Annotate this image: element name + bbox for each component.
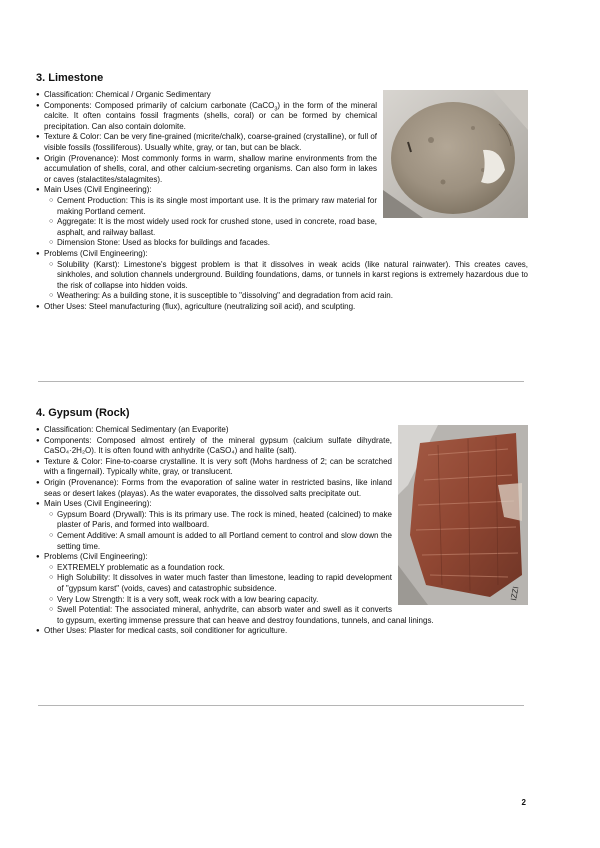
limestone-list xyxy=(36,90,528,312)
list-item: ● Main Uses (Civil Engineering): ○ Gypsum Board (Drywall): This is its primary use. The rock is mined, heated (calcined) to make plaster of Paris, and formed into wallboard. ○ Cement Additive: A small amount is added to all Portland cement to control and slow down the setting time. xyxy=(36,499,528,552)
sub-list xyxy=(49,260,528,302)
sub-list-item: ○ Weathering: As a building stone, it is susceptible to "dissolving" and degradation from acid rain. xyxy=(49,291,528,302)
sub-list-item: ○ Solubility (Karst): Limestone's biggest problem is that it dissolves in weak acids (like natural rainwater). This creates caves, sinkholes, and solution channels underground. Building foundations, dams, or tunnels in karst regions is extremely hazardous due to the risk of collapse into hidden voids. xyxy=(49,260,528,292)
sub-list xyxy=(49,196,528,249)
list-item: ● Components: Composed almost entirely of the mineral gypsum (calcium sulfate dihydrate, CaSO₄·2H₂O). It is often found with anhydrite (CaSO₄) and halite (salt). xyxy=(36,436,528,457)
section-divider xyxy=(38,381,524,382)
sub-list-item: ○ Cement Production: This is its single most important use. It is the primary raw material for making Portland cement. xyxy=(49,196,528,217)
list-item: ● Classification: Chemical / Organic Sedimentary xyxy=(36,90,528,101)
list-item: ● Problems (Civil Engineering): ○ Solubility (Karst): Limestone's biggest problem is that it dissolves in weak acids (like natural rainwater). This creates caves, sinkholes, and solution channels underground. Building foundations, dams, or tunnels in karst regions is extremely hazardous due to the risk of collapse into hidden voids. ○ Weathering: As a building stone, it is susceptible to "dissolving" and degradation from acid rain. xyxy=(36,249,528,302)
sub-list-item: ○ Cement Additive: A small amount is added to all Portland cement to control and slow down the setting time. xyxy=(49,531,528,552)
photo-label: IZZI xyxy=(509,585,521,602)
list-item: ● Origin (Provenance): Forms from the evaporation of saline water in restricted basins, like inland seas or desert lakes (playas). As the water evaporates, the dissolved salts precipitate out. xyxy=(36,478,528,499)
list-item: ● Texture & Color: Can be very fine-grained (micrite/chalk), coarse-grained (crystalline), or full of visible fossils (fossiliferous). Usually white, gray, or tan, but can be black. xyxy=(36,132,528,153)
sub-list xyxy=(49,563,528,627)
list-item: ● Other Uses: Plaster for medical casts, soil conditioner for agriculture. xyxy=(36,626,528,637)
list-item: ● Problems (Civil Engineering): ○ EXTREMELY problematic as a foundation rock. ○ High Solubility: It dissolves in water much faster than limestone, leading to rapid development of "gypsum karst" (voids, caves) and catastrophic subsidence. ○ Very Low Strength: It is a very soft, weak rock with a low bearing capacity. ○ Swell Potential: The associated mineral, anhydrite, can absorb water and swell as it converts to gypsum, exerting immense pressure that can heave and destroy foundations, tunnels, and canal linings. xyxy=(36,552,528,626)
section-gypsum xyxy=(36,407,528,637)
sub-list-item: ○ Gypsum Board (Drywall): This is its primary use. The rock is mined, heated (calcined) to make plaster of Paris, and formed into wallboard. xyxy=(49,510,528,531)
sub-list xyxy=(49,510,528,552)
list-item: ● Classification: Chemical Sedimentary (an Evaporite) xyxy=(36,425,528,436)
list-item: ● Other Uses: Steel manufacturing (flux), agriculture (neutralizing soil acid), and sculpting. xyxy=(36,302,528,313)
sub-list-item: ○ Swell Potential: The associated mineral, anhydrite, can absorb water and swell as it converts to gypsum, exerting immense pressure that can heave and destroy foundations, tunnels, and canal linings. xyxy=(49,605,528,626)
section-title: 3. Limestone xyxy=(36,72,104,84)
gypsum-list xyxy=(36,425,528,637)
sub-list-item: ○ High Solubility: It dissolves in water much faster than limestone, leading to rapid development of "gypsum karst" (voids, caves) and catastrophic subsidence. xyxy=(49,573,528,594)
list-item: ● Main Uses (Civil Engineering): ○ Cement Production: This is its single most important use. It is the primary raw material for making Portland cement. ○ Aggregate: It is the most widely used rock for crushed stone, used in concrete, road base, asphalt, and railway ballast. ○ Dimension Stone: Used as blocks for buildings and facades. xyxy=(36,185,528,249)
section-title: 4. Gypsum (Rock) xyxy=(36,407,130,419)
sub-list-item: ○ Dimension Stone: Used as blocks for buildings and facades. xyxy=(49,238,528,249)
section-divider xyxy=(38,705,524,706)
sub-list-item: ○ Aggregate: It is the most widely used rock for crushed stone, used in concrete, road base, asphalt, and railway ballast. xyxy=(49,217,528,238)
sub-list-item: ○ EXTREMELY problematic as a foundation rock. xyxy=(49,563,528,574)
sub-list-item: ○ Very Low Strength: It is a very soft, weak rock with a low bearing capacity. xyxy=(49,595,528,606)
list-item: ● Texture & Color: Fine-to-coarse crystalline. It is very soft (Mohs hardness of 2; can be scratched with a fingernail). Typically white, gray, or translucent. xyxy=(36,457,528,478)
section-limestone xyxy=(36,72,528,312)
list-item: ● Origin (Provenance): Most commonly forms in warm, shallow marine environments from the accumulation of shells, coral, and other calcium-secreting organisms. Can also form in lakes or caves (stalactites/stalagmites). xyxy=(36,154,528,186)
page-number: 2 xyxy=(521,798,526,807)
list-item: ● Components: Composed primarily of calcium carbonate (CaCO$_3$) in the form of the mineral calcite. It often contains fossil fragments (shells, coral) or can be formed by chemical precipitation. Can also contain dolomite. xyxy=(36,101,528,133)
